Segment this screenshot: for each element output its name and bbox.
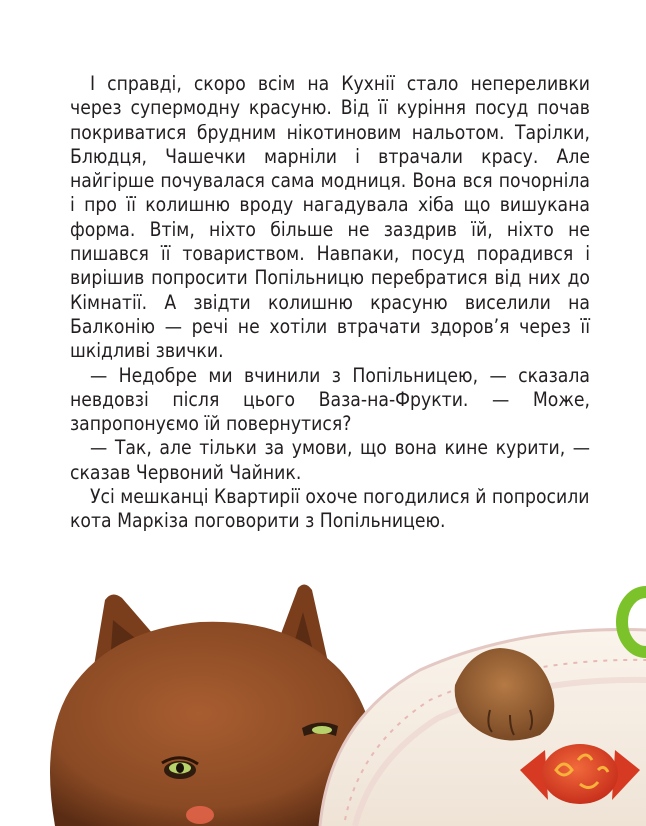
story-paragraph-1: І справді, скоро всім на Кухнії стало непереливки через супермодну красуню. Від її куріння посуд почав покриватися брудним нікотиновим нальотом. Тарілки, Блюдця, Чашечки марніли і втрачали красу. Але найгірше почувалася сама модниця. Вона вся почорніла і про її колишню вроду нагадувала хіба що вишукана форма. Втім, ніхто більше не заздрив їй, ніхто не пишався її товариством. Навпаки, посуд порадився і вирішив попросити Попільницю перебратися від них до Кімнатії. А звідти колишню красуню виселили на Балконію — речі не хотіли втрачати здоров’я через її шкідливі звички. — [70, 72, 590, 363]
illustration — [0, 560, 646, 826]
story-paragraph-4: Усі мешканці Квартирії охоче погодилися й попросили кота Маркіза поговорити з Попільницею. — [70, 485, 590, 533]
story-text — [70, 72, 590, 534]
story-paragraph-3: — Так, але тільки за умови, що вона кине курити, — сказав Червоний Чайник. — [70, 436, 590, 484]
story-paragraph-2: — Недобре ми вчинили з Попільницею, — сказала невдовзі після цього Ваза-на-Фрукти. — Може, запропонуємо їй повернутися? — [70, 363, 590, 436]
